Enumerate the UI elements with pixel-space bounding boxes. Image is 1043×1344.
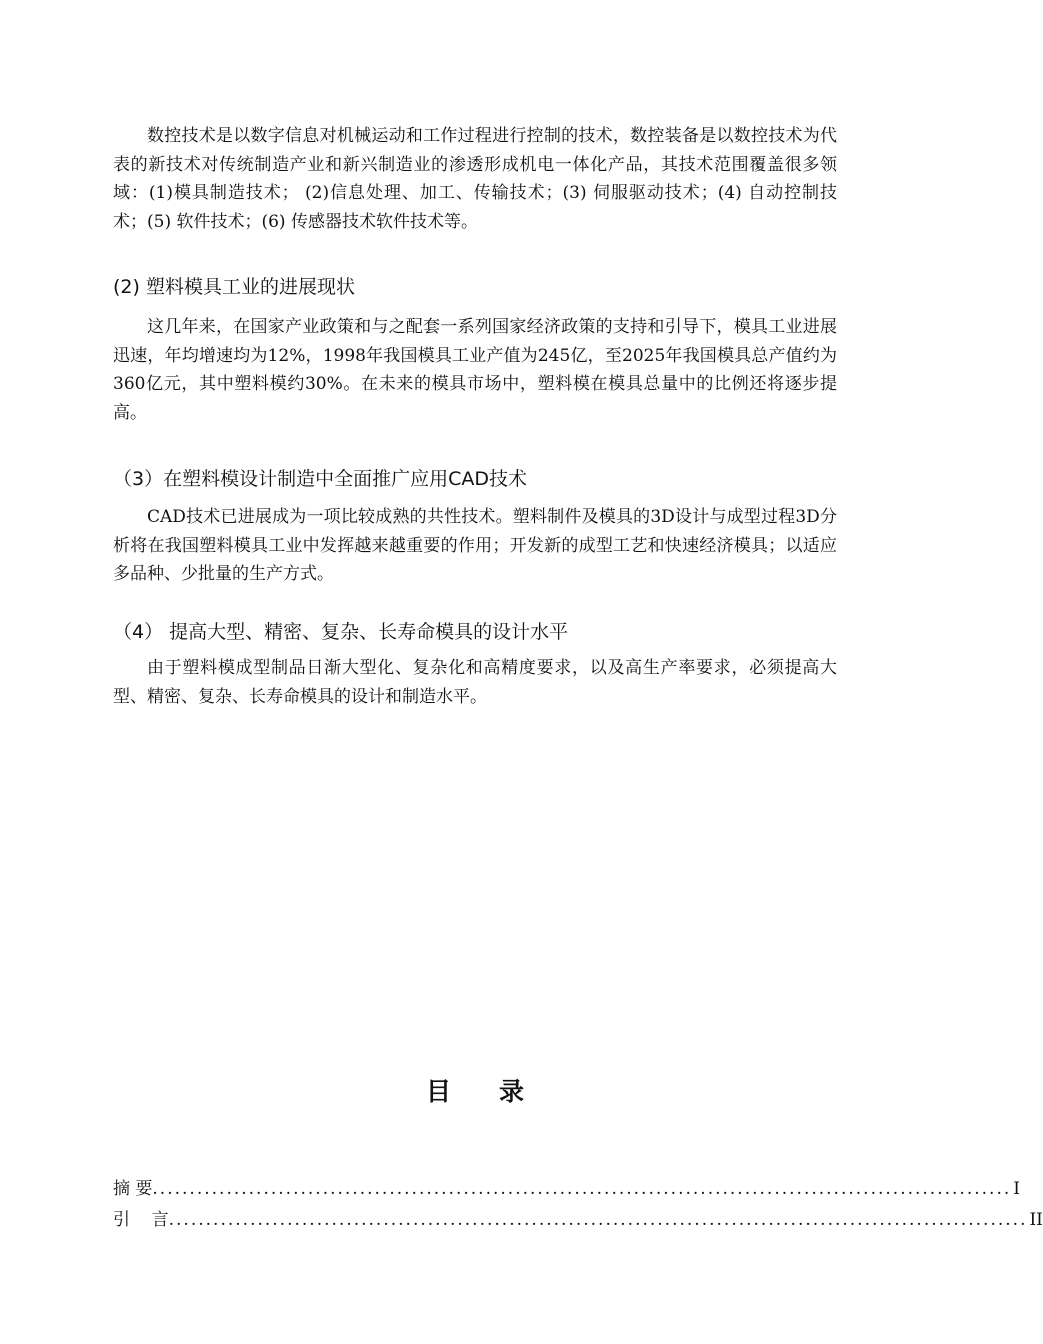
paragraph-cnc-technology: 数控技术是以数字信息对机械运动和工作过程进行控制的技术，数控装备是以数控技术为代表的新技术对传统制造产业和新兴制造业的渗透形成机电一体化产品，其技术范围覆盖很多领域：(1)模具制造技术； (2)信息处理、加工、传输技术；(3) 伺服驱动技术；(4) 自动控制技术；(5) 软件技术；(6) 传感器技术软件技术等。	[113, 126, 837, 232]
heading-cad-promotion: （3）在塑料模设计制造中全面推广应用CAD技术	[113, 468, 527, 490]
paragraph-design-requirements: 由于塑料模成型制品日渐大型化、复杂化和高精度要求，以及高生产率要求，必须提高大型、精密、复杂、长寿命模具的设计和制造水平。	[113, 658, 837, 707]
toc-leader-dots: ....................................................................................................................	[168, 1210, 1028, 1230]
toc-title: 目录	[425, 1077, 572, 1106]
toc-entry-abstract[interactable]	[113, 1174, 1020, 1199]
toc-entry-page: II	[1029, 1210, 1043, 1230]
heading-plastic-mold-status: (2) 塑料模具工业的进展现状	[113, 276, 355, 298]
paragraph-mold-industry-growth: 这几年来，在国家产业政策和与之配套一系列国家经济政策的支持和引导下，模具工业进展迅速，年均增速均为12%，1998年我国模具工业产值为245亿，至2025年我国模具总产值约为360亿元，其中塑料模约30%。在未来的模具市场中，塑料模在模具总量中的比例还将逐步提高。	[113, 317, 837, 423]
toc-entry-label: 摘 要	[113, 1179, 153, 1199]
toc-entry-label: 引 言	[113, 1210, 169, 1230]
heading-design-level: （4） 提高大型、精密、复杂、长寿命模具的设计水平	[113, 621, 569, 643]
toc-leader-dots: ....................................................................................................................	[152, 1179, 1012, 1199]
paragraph-cad-technology: CAD技术已进展成为一项比较成熟的共性技术。塑料制件及模具的3D设计与成型过程3D分析将在我国塑料模具工业中发挥越来越重要的作用；开发新的成型工艺和快速经济模具；以适应多品种、少批量的生产方式。	[113, 507, 837, 584]
toc-entry-page: I	[1013, 1179, 1020, 1199]
toc-entry-introduction[interactable]	[113, 1205, 1043, 1230]
